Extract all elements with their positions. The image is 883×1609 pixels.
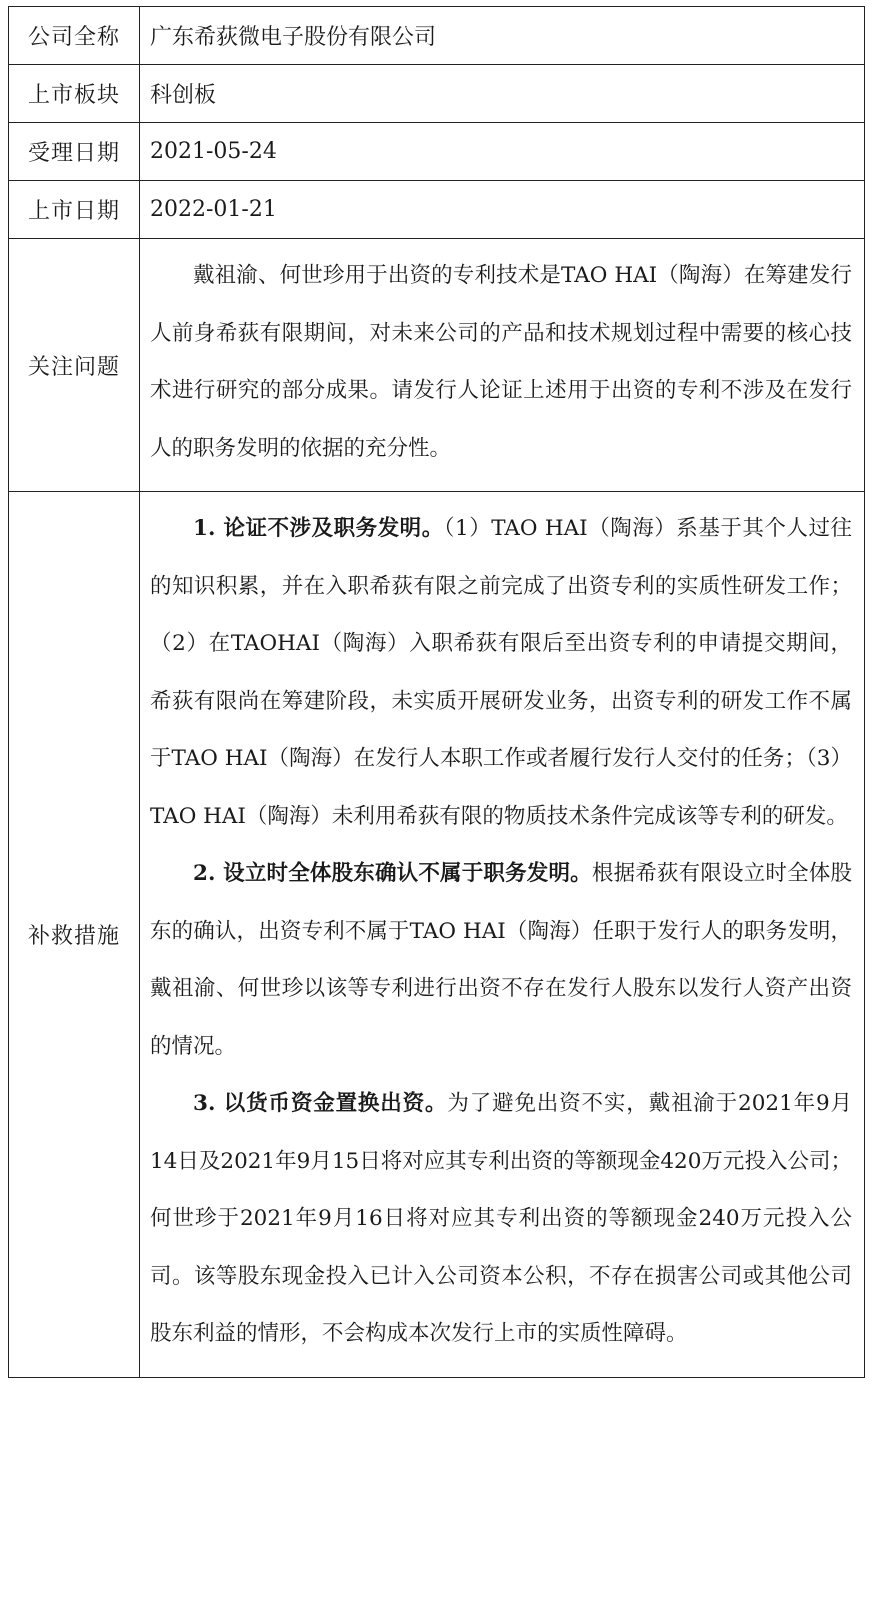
value-listing-board: 科创板: [140, 65, 865, 123]
remedy-item-2-text: 根据希荻有限设立时全体股东的确认，出资专利不属于TAO HAI（陶海）任职于发行人的职务发明，戴祖渝、何世珍以该等专利进行出资不存在发行人股东以发行人资产出资的情况。: [150, 861, 852, 1059]
label-listing-board: 上市板块: [9, 65, 140, 123]
label-accept-date: 受理日期: [9, 123, 140, 181]
ipo-info-table: [8, 6, 865, 1378]
remedy-item-3-text: 为了避免出资不实，戴祖渝于2021年9月14日及2021年9月15日将对应其专利出资的等额现金420万元投入公司；何世珍于2021年9月16日将对应其专利出资的等额现金240万元投入公司。该等股东现金投入已计入公司资本公积，不存在损害公司或其他公司股东利益的情形，不会构成本次发行上市的实质性障碍。: [150, 1091, 852, 1346]
remedy-item-1-heading: 1. 论证不涉及职务发明。: [193, 516, 444, 541]
row-listing-board: [9, 65, 865, 123]
row-remedy: [9, 492, 865, 1378]
row-accept-date: [9, 123, 865, 181]
label-concern: 关注问题: [9, 239, 140, 492]
label-remedy: 补救措施: [9, 492, 140, 1378]
value-concern: [140, 239, 865, 492]
row-concern: [9, 239, 865, 492]
value-accept-date: 2021-05-24: [140, 123, 865, 181]
remedy-item-1-text: （1）TAO HAI（陶海）系基于其个人过往的知识积累，并在入职希荻有限之前完成了出资专利的实质性研发工作；（2）在TAOHAI（陶海）入职希荻有限后至出资专利的申请提交期间，希荻有限尚在筹建阶段，未实质开展研发业务，出资专利的研发工作不属于TAO HAI（陶海）在发行人本职工作或者履行发行人交付的任务；（3）TAO HAI（陶海）未利用希荻有限的物质技术条件完成该等专利的研发。: [150, 516, 852, 829]
label-listing-date: 上市日期: [9, 181, 140, 239]
row-listing-date: [9, 181, 865, 239]
concern-text: 戴祖渝、何世珍用于出资的专利技术是TAO HAI（陶海）在筹建发行人前身希荻有限期间，对未来公司的产品和技术规划过程中需要的核心技术进行研究的部分成果。请发行人论证上述用于出资的专利不涉及在发行人的职务发明的依据的充分性。: [150, 263, 852, 461]
value-company-name: 广东希荻微电子股份有限公司: [140, 7, 865, 65]
remedy-item-3: [150, 1075, 852, 1363]
remedy-item-1: [150, 500, 852, 845]
remedy-item-2: [150, 845, 852, 1075]
row-company-name: [9, 7, 865, 65]
label-company-name: 公司全称: [9, 7, 140, 65]
value-remedy: [140, 492, 865, 1378]
remedy-item-2-heading: 2. 设立时全体股东确认不属于职务发明。: [193, 861, 592, 886]
value-listing-date: 2022-01-21: [140, 181, 865, 239]
remedy-item-3-heading: 3. 以货币资金置换出资。: [193, 1091, 448, 1116]
